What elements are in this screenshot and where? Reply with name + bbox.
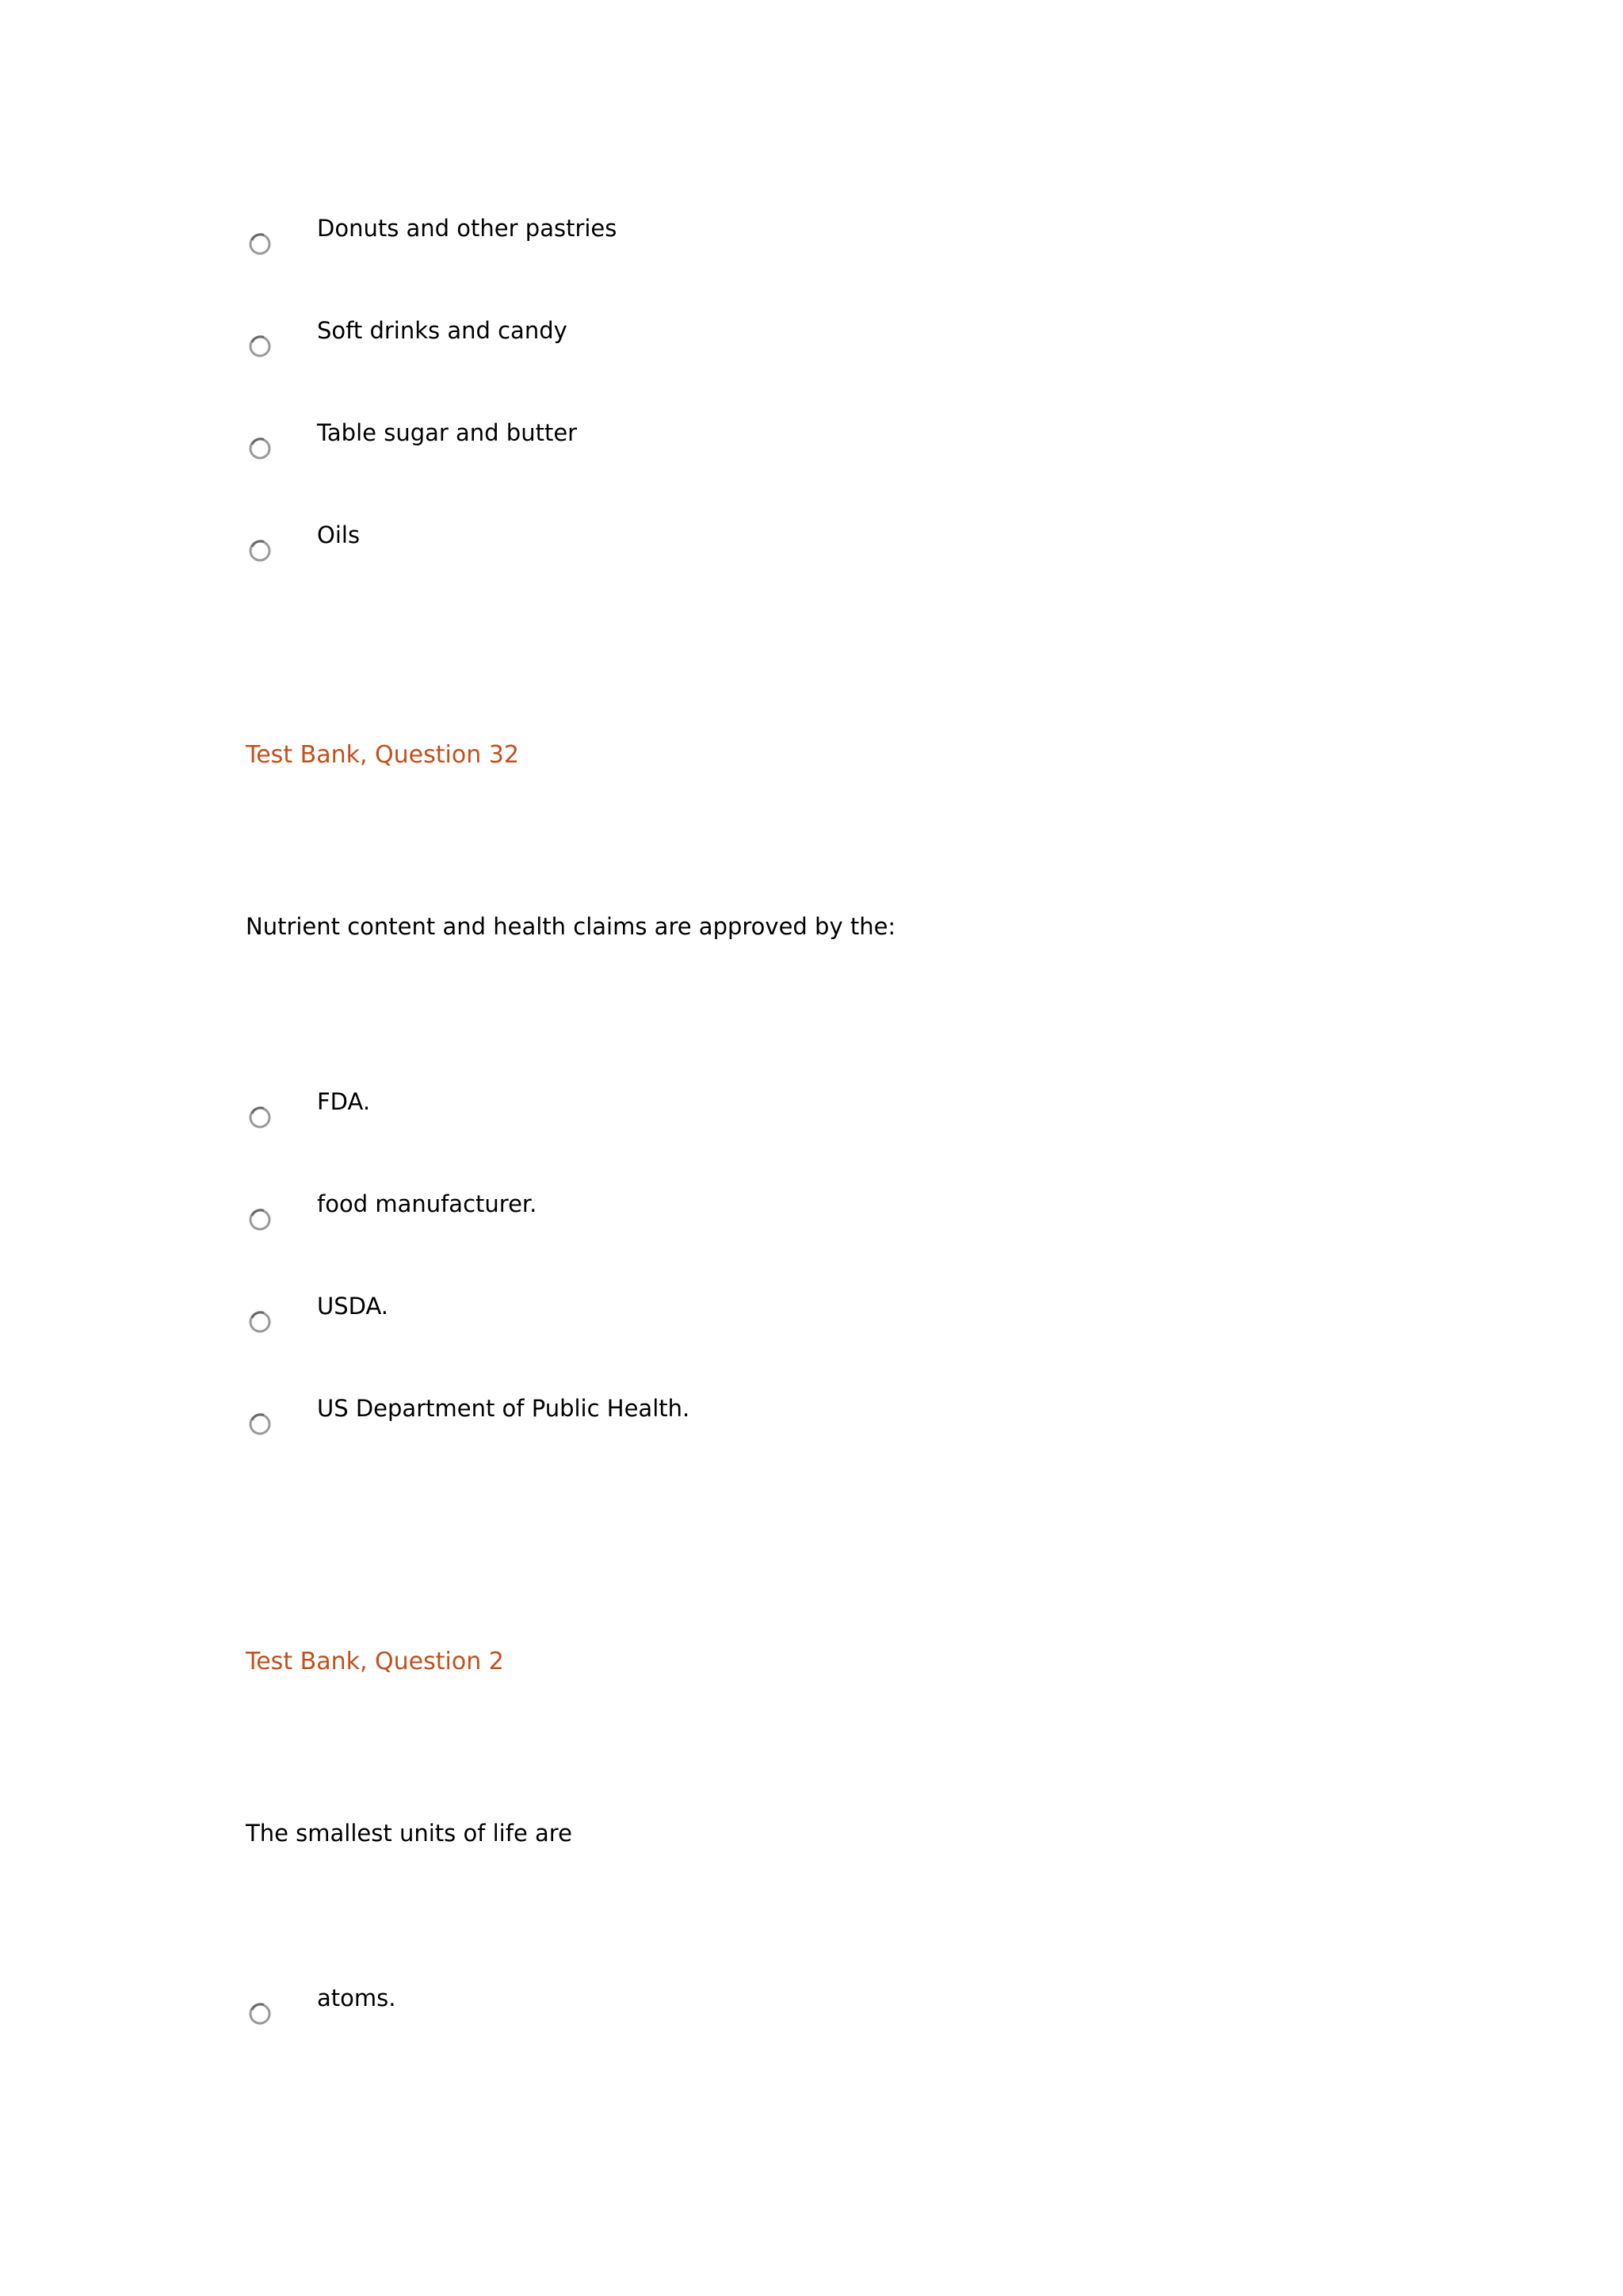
option-label-4: US Department of Public Health.	[317, 1395, 690, 1422]
option-label-2: food manufacturer.	[317, 1190, 537, 1217]
question-text: Nutrient content and health claims are approved by the:	[246, 913, 896, 940]
option-radio-3[interactable]	[248, 437, 272, 460]
option-label-2: Soft drinks and candy	[317, 317, 567, 344]
radio-button-unchecked-icon	[248, 1208, 272, 1232]
option-radio-1[interactable]	[248, 2002, 272, 2026]
option-label-1: FDA.	[317, 1088, 371, 1115]
option-radio-4[interactable]	[248, 1412, 272, 1436]
option-radio-4[interactable]	[248, 539, 272, 563]
radio-button-unchecked-icon	[248, 1106, 272, 1129]
option-radio-1[interactable]	[248, 1106, 272, 1129]
radio-button-unchecked-icon	[248, 232, 272, 256]
option-radio-2[interactable]	[248, 1208, 272, 1232]
question-title: Test Bank, Question 2	[246, 1648, 504, 1675]
radio-button-unchecked-icon	[248, 2002, 272, 2026]
radio-button-unchecked-icon	[248, 334, 272, 358]
option-label-3: Table sugar and butter	[317, 419, 578, 446]
radio-button-unchecked-icon	[248, 1310, 272, 1334]
question-text: The smallest units of life are	[246, 1820, 572, 1847]
option-label-1: atoms.	[317, 1985, 396, 2011]
radio-button-unchecked-icon	[248, 539, 272, 563]
option-radio-1[interactable]	[248, 232, 272, 256]
question-title: Test Bank, Question 32	[246, 741, 519, 769]
radio-button-unchecked-icon	[248, 1412, 272, 1436]
radio-button-unchecked-icon	[248, 437, 272, 460]
option-radio-2[interactable]	[248, 334, 272, 358]
option-label-4: Oils	[317, 521, 361, 548]
option-label-1: Donuts and other pastries	[317, 215, 617, 242]
option-radio-3[interactable]	[248, 1310, 272, 1334]
option-label-3: USDA.	[317, 1293, 389, 1320]
